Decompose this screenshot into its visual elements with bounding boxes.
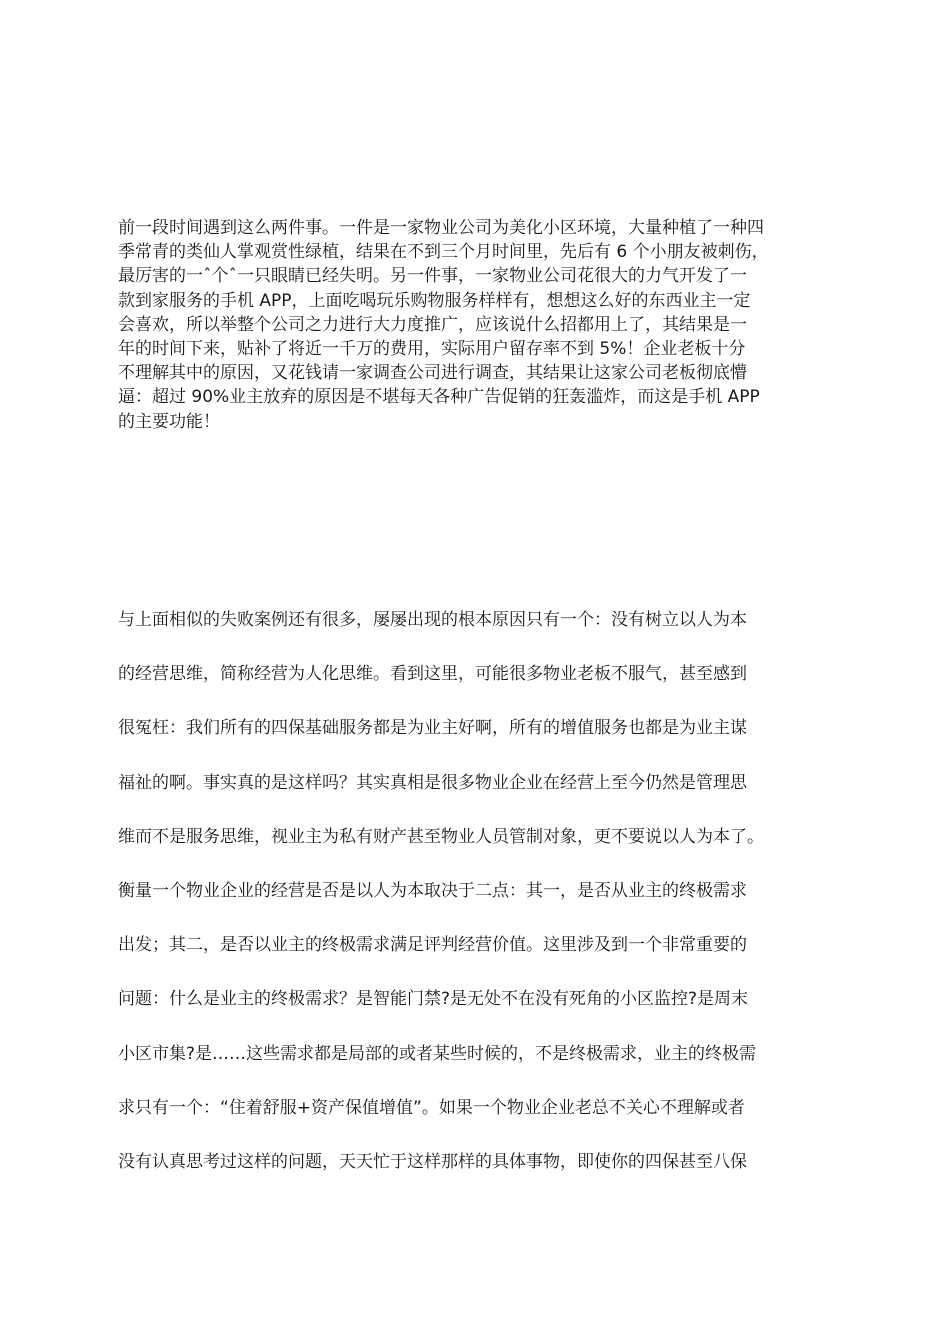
text-line: 的主要功能！ bbox=[118, 411, 220, 432]
text-line: 会喜欢，所以举整个公司之力进行大力度推广，应该说什么招都用上了，其结果是一 bbox=[118, 314, 747, 335]
text-line: 求只有一个：“住着舒服+资产保值增值”。如果一个物业企业老总不关心不理解或者 bbox=[118, 1097, 745, 1118]
text-line: 衡量一个物业企业的经营是否是以人为本取决于二点：其一，是否从业主的终极需求 bbox=[118, 880, 747, 901]
paragraph-1 bbox=[118, 216, 838, 434]
text-line: 不理解其中的原因，又花钱请一家调查公司进行调查，其结果让这家公司老板彻底懵 bbox=[118, 363, 747, 384]
text-line: 逼：超过 90%业主放弃的原因是不堪每天各种广告促销的狂轰滥炸，而这是手机 APP bbox=[118, 387, 760, 408]
text-line: 季常青的类仙人掌观赏性绿植，结果在不到三个月时间里，先后有 6 个小朋友被刺伤， bbox=[118, 242, 769, 263]
text-line: 款到家服务的手机 APP，上面吃喝玩乐购物服务样样有，想想这么好的东西业主一定 bbox=[118, 290, 751, 311]
text-line: 福祉的啊。事实真的是这样吗？其实真相是很多物业企业在经营上至今仍然是管理思 bbox=[118, 772, 747, 793]
text-line: 与上面相似的失败案例还有很多，屡屡出现的根本原因只有一个：没有树立以人为本 bbox=[118, 610, 747, 630]
text-line: 很冤枉：我们所有的四保基础服务都是为业主好啊，所有的增值服务也都是为业主谋 bbox=[118, 718, 747, 739]
text-line: 问题：什么是业主的终极需求？是智能门禁?是无处不在没有死角的小区监控?是周末 bbox=[118, 989, 749, 1010]
text-line: 出发；其二，是否以业主的终极需求满足评判经营价值。这里涉及到一个非常重要的 bbox=[118, 935, 747, 956]
text-line: 前一段时间遇到这么两件事。一件是一家物业公司为美化小区环境，大量种植了一种四 bbox=[118, 218, 764, 238]
text-line: 维而不是服务思维，视业主为私有财产甚至物业人员管制对象，更不要说以人为本了。 bbox=[118, 826, 764, 847]
text-line: 最厉害的一ˆ个ˆ一只眼睛已经失明。另一件事，一家物业公司花很大的力气开发了一 bbox=[118, 266, 747, 287]
text-line: 的经营思维，简称经营为人化思维。看到这里，可能很多物业老板不服气，甚至感到 bbox=[118, 664, 747, 685]
text-line: 小区市集?是……这些需求都是局部的或者某些时候的，不是终极需求，业主的终极需 bbox=[118, 1043, 757, 1064]
text-line: 没有认真思考过这样的问题，天天忙于这样那样的具体事物，即使你的四保甚至八保 bbox=[118, 1151, 747, 1172]
paragraph-2 bbox=[118, 608, 838, 1204]
text-line: 年的时间下来，贴补了将近一千万的费用，实际用户留存率不到 5%！企业老板十分 bbox=[118, 338, 746, 359]
